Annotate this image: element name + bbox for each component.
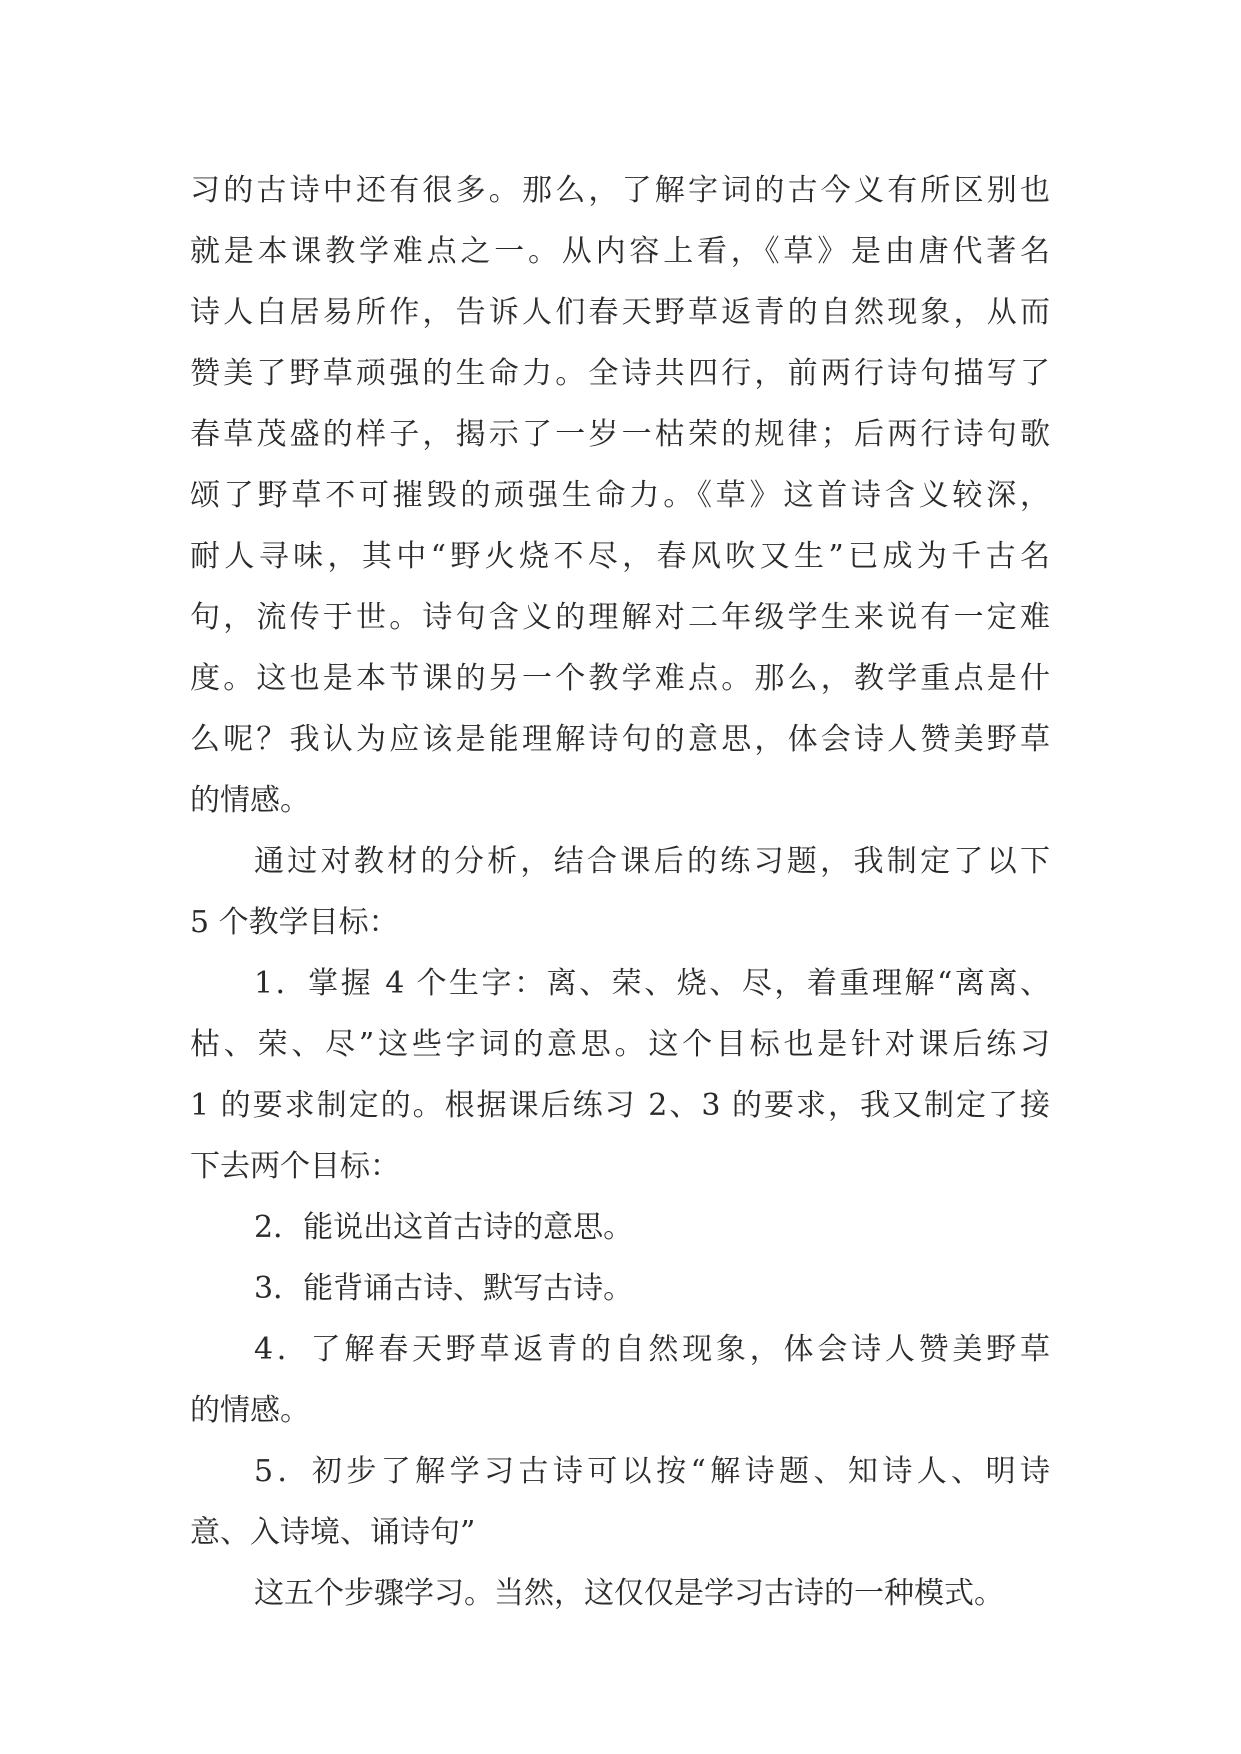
text-line: 枯、荣、尽”这些字词的意思。这个目标也是针对课后练习	[190, 1027, 1050, 1062]
text-line: 下去两个目标：	[190, 1149, 400, 1184]
list-item-5: 5．初步了解学习古诗可以按“解诗题、知诗人、明诗	[254, 1454, 1050, 1489]
text-line: 春草茂盛的样子，揭示了一岁一枯荣的规律；后两行诗句歌	[190, 417, 1050, 452]
text-line: 就是本课教学难点之一。从内容上看，《草》是由唐代著名	[190, 234, 1050, 269]
list-item-2: 2．能说出这首古诗的意思。	[254, 1210, 634, 1245]
text-line: 意、入诗境、诵诗句”	[190, 1515, 476, 1550]
text-line: 句，流传于世。诗句含义的理解对二年级学生来说有一定难	[190, 600, 1050, 635]
text-line: 颂了野草不可摧毁的顽强生命力。《草》这首诗含义较深，	[190, 478, 1050, 513]
text-line: 诗人白居易所作，告诉人们春天野草返青的自然现象，从而	[190, 295, 1050, 330]
text-line: 1 的要求制定的。根据课后练习 2、3 的要求，我又制定了接	[190, 1088, 1050, 1123]
text-line: 的情感。	[190, 783, 310, 818]
list-item-1: 1．掌握 4 个生字：离、荣、烧、尽，着重理解“离离、	[254, 966, 1050, 1001]
text-line: 耐人寻味，其中“野火烧不尽，春风吹又生”已成为千古名	[190, 539, 1050, 574]
text-line: 度。这也是本节课的另一个教学难点。那么，教学重点是什	[190, 661, 1050, 696]
body-text	[190, 160, 1050, 1624]
text-line: 的情感。	[190, 1393, 310, 1428]
paragraph-start-line: 这五个步骤学习。当然，这仅仅是学习古诗的一种模式。	[254, 1576, 1004, 1611]
text-line: 么呢？我认为应该是能理解诗句的意思，体会诗人赞美野草	[190, 722, 1050, 757]
text-line: 5 个教学目标：	[190, 905, 399, 940]
text-line: 习的古诗中还有很多。那么，了解字词的古今义有所区别也	[190, 173, 1050, 208]
text-line: 赞美了野草顽强的生命力。全诗共四行，前两行诗句描写了	[190, 356, 1050, 391]
list-item-3: 3．能背诵古诗、默写古诗。	[254, 1271, 634, 1306]
paragraph-start-line: 通过对教材的分析，结合课后的练习题，我制定了以下	[254, 844, 1050, 879]
list-item-4: 4．了解春天野草返青的自然现象，体会诗人赞美野草	[254, 1332, 1050, 1367]
